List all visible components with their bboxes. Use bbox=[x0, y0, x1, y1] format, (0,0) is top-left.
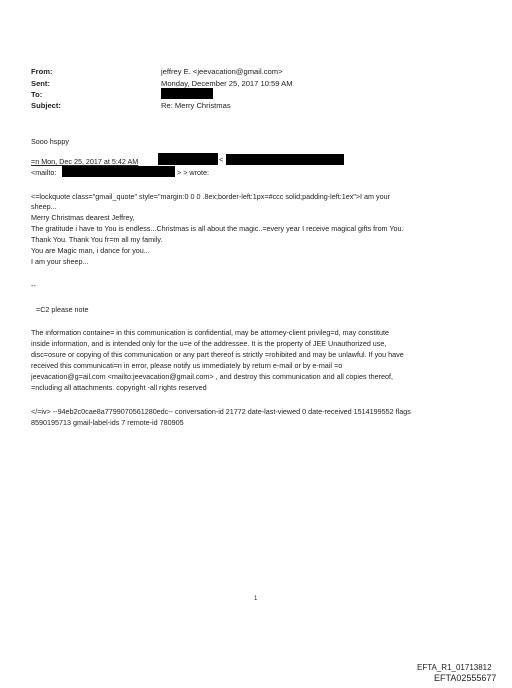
gratitude-line: The gratitude i have to You is endless...Christmas is all about the magic..=every year I receive magical gifts from You. bbox=[31, 224, 404, 233]
confidentiality-line-3: disc=osure or copying of this communication or any part thereof is strictly =rohibited and may be unlawful. If you have bbox=[31, 350, 404, 359]
from-label: From: bbox=[31, 67, 53, 76]
confidentiality-line-6: =ncluding all attachments. copyright -all rights reserved bbox=[31, 383, 207, 392]
merry-line: Merry Christmas dearest Jeffrey, bbox=[31, 213, 135, 222]
sent-value: Monday, December 25, 2017 10:59 AM bbox=[161, 79, 293, 88]
quote-redaction-2 bbox=[226, 154, 344, 165]
confidentiality-line-2: inside information, and is intended only for the u=e of the addressee. It is the property of JEE Unauthorized use, bbox=[31, 339, 387, 348]
quote-redaction-1 bbox=[158, 153, 218, 165]
bates-number-1: EFTA_R1_01713812 bbox=[417, 663, 492, 672]
note-line: =C2 please note bbox=[36, 305, 89, 314]
bates-number-2: EFTA02555677 bbox=[434, 673, 497, 683]
mailto-redaction bbox=[62, 166, 175, 177]
body-line-1: Sooo hsppy bbox=[31, 137, 69, 146]
metadata-line-1: </=iv> --94eb2c0cae8a7799070561280edc-- conversation-id 21772 date-last-viewed 0 date-received 1514199552 flags bbox=[31, 407, 411, 416]
quote-lt: < bbox=[219, 155, 224, 164]
page-number: 1 bbox=[254, 596, 258, 602]
your-sheep-line: I am your sheep... bbox=[31, 257, 89, 266]
from-value: jeffrey E. <jeevacation@gmail.com> bbox=[161, 67, 283, 76]
wrote-text: > > wrote: bbox=[177, 168, 209, 177]
magic-man-line: You are Magic man, i dance for you... bbox=[31, 246, 150, 255]
sent-label: Sent: bbox=[31, 79, 50, 88]
thanks-line: Thank You. Thank You fr=m all my family. bbox=[31, 235, 163, 244]
subject-label: Subject: bbox=[31, 101, 61, 110]
confidentiality-line-5: jeevacation@g=ail.com <mailto:jeevacation@gmail.com> , and destroy this communication and all copies thereof, bbox=[31, 372, 393, 381]
to-redaction bbox=[161, 88, 213, 99]
sheep-line: sheep... bbox=[31, 202, 57, 211]
quote-intro: =n Mon, Dec 25, 2017 at 5:42 AM bbox=[31, 157, 139, 166]
blockquote-line: <=lockquote class="gmail_quote" style="margin:0 0 0 .8ex;border-left:1px=#ccc solid;padding-left:1ex">I am your bbox=[31, 192, 390, 201]
to-label: To: bbox=[31, 90, 43, 99]
dashes-line: -- bbox=[31, 281, 36, 290]
metadata-line-2: 8590195713 gmail-label-ids 7 remote-id 780905 bbox=[31, 418, 184, 427]
mailto-prefix: <mailto: bbox=[31, 168, 57, 177]
confidentiality-line-1: The information containe= in this communication is confidential, may be attorney-client privileg=d, may constitute bbox=[31, 328, 389, 337]
confidentiality-line-4: received this communicati=n in error, please notify us immediately by return e-mail or by e-mail =o bbox=[31, 361, 343, 370]
subject-value: Re: Merry Christmas bbox=[161, 101, 231, 110]
